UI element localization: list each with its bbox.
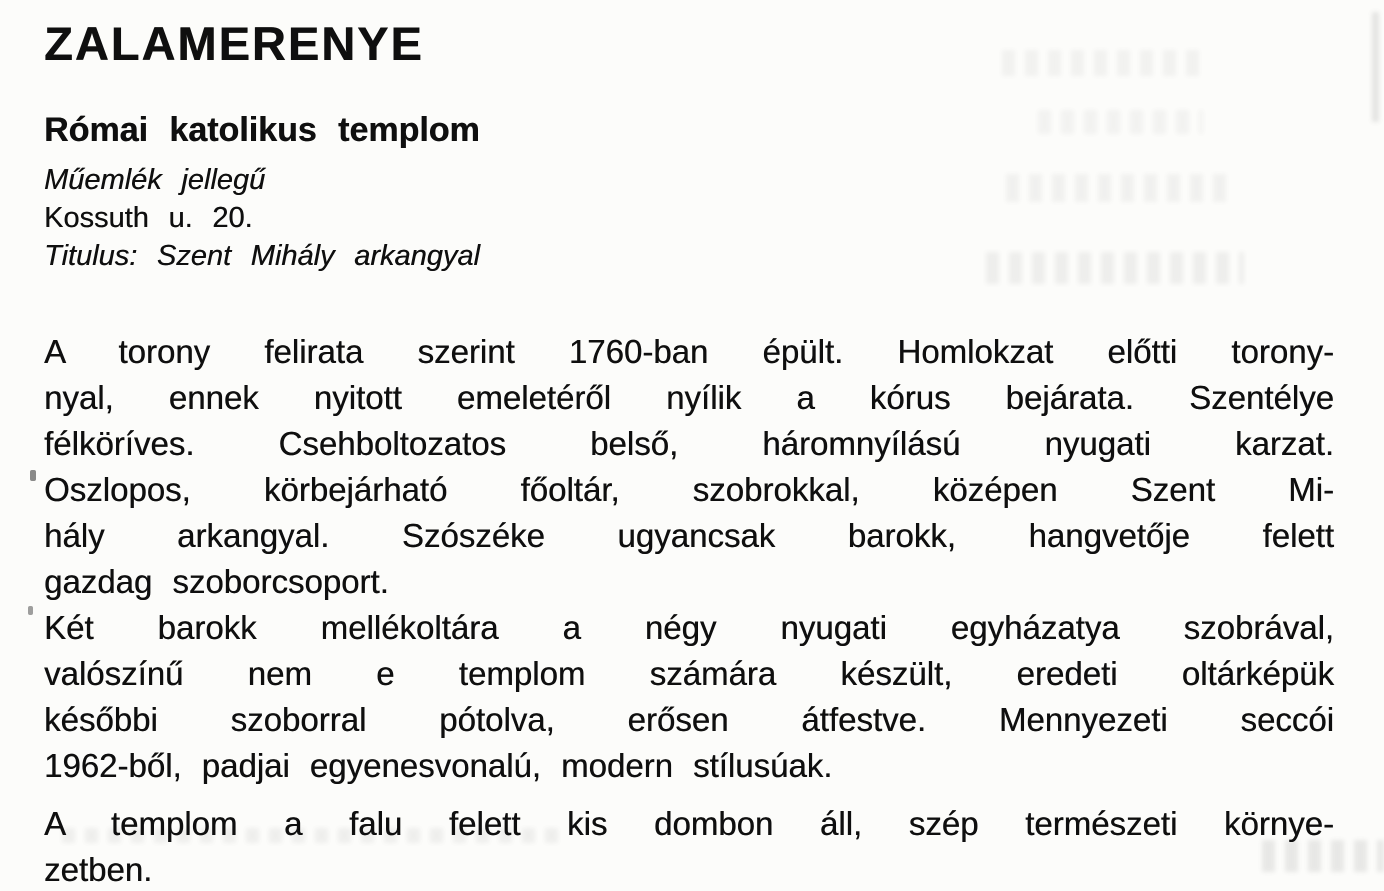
ink-speck bbox=[28, 606, 33, 615]
bleed-through-artifact bbox=[1372, 12, 1379, 122]
text-line: zetben. bbox=[44, 851, 153, 888]
text-line: félköríves. Csehboltozatos belső, háromnyílású nyugati karzat. bbox=[44, 425, 1334, 462]
text-line: nyal, ennek nyitott emeletéről nyílik a kórus bejárata. Szentélye bbox=[44, 379, 1334, 416]
paragraph bbox=[44, 801, 1334, 891]
text-line: A torony felirata szerint 1760-ban épült. Homlokzat előtti torony- bbox=[44, 333, 1334, 370]
text-line: valószínű nem e templom számára készült, eredeti oltárképük bbox=[44, 655, 1334, 692]
paragraph bbox=[44, 605, 1334, 789]
designation-line: Műemlék jellegű bbox=[44, 164, 266, 196]
monument-name-heading: Római katolikus templom bbox=[44, 111, 480, 149]
ink-speck bbox=[30, 470, 36, 481]
text-line: Oszlopos, körbejárható főoltár, szobrokkal, középen Szent Mi- bbox=[44, 471, 1334, 508]
text-line: Két barokk mellékoltára a négy nyugati egyházatya szobrával, bbox=[44, 609, 1334, 646]
entry-content bbox=[44, 17, 1334, 891]
address-line: Kossuth u. 20. bbox=[44, 202, 253, 234]
text-line: gazdag szoborcsoport. bbox=[44, 563, 389, 600]
text-line: A templom a falu felett kis dombon áll, szép természeti környe- bbox=[44, 805, 1334, 842]
place-name-heading: ZALAMERENYE bbox=[44, 17, 424, 70]
paragraph bbox=[44, 329, 1334, 605]
description-text bbox=[44, 329, 1334, 891]
titulus-line: Titulus: Szent Mihály arkangyal bbox=[44, 240, 480, 272]
text-line: hály arkangyal. Szószéke ugyancsak barokk, hangvetője felett bbox=[44, 517, 1334, 554]
text-line: 1962-ből, padjai egyenesvonalú, modern stílusúak. bbox=[44, 747, 833, 784]
text-line: későbbi szoborral pótolva, erősen átfestve. Mennyezeti seccói bbox=[44, 701, 1334, 738]
